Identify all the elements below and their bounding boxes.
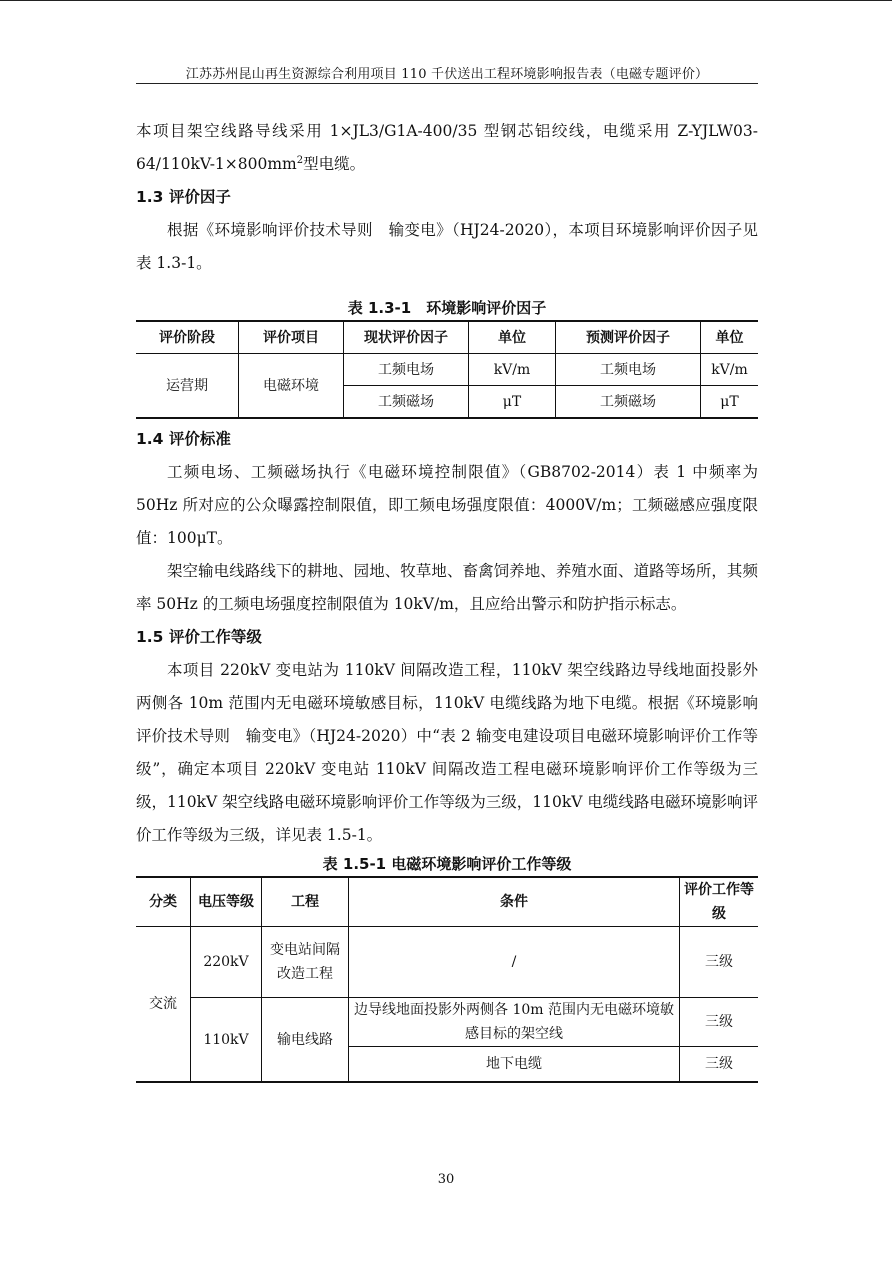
intro-tail: 型电缆。 (303, 155, 366, 173)
unit-cell: μT (701, 386, 759, 419)
section-1-3-heading: 1.3 评价因子 (136, 188, 231, 206)
section-1-5-paragraph: 本项目 220kV 变电站为 110kV 间隔改造工程，110kV 架空线路边导线地面投影外两侧各 10m 范围内无电磁环境敏感目标，110kV 电缆线路为地下电缆。根据《环境影响评价技术导则 输变电》（HJ24-2020）中“表 2 输变电建设项目电磁环境影响评价工作等级”，确定本项目 220kV 变电站 110kV 间隔改造工程电磁环境影响评价工作等级为三级，110kV 架空线路电磁环境影响评价工作等级为三级，110kV 电缆线路电磁环境影响评价工作等级为三级，详见表 1.5-1。 (136, 661, 758, 844)
stage-cell: 运营期 (136, 354, 239, 419)
condition-cell: / (349, 927, 680, 998)
current-factor-cell: 工频电场 (344, 354, 469, 386)
header-level: 评价工作等级 (680, 877, 759, 927)
project-cell: 输电线路 (262, 998, 349, 1083)
table-row (136, 998, 758, 1047)
header-predicted-factor: 预测评价因子 (556, 321, 701, 354)
table-1-5-1-caption: 表 1.5-1 电磁环境影响评价工作等级 (322, 855, 572, 873)
header-unit: 单位 (469, 321, 556, 354)
header-unit-2: 单位 (701, 321, 759, 354)
item-cell: 电磁环境 (239, 354, 344, 419)
unit-cell: μT (469, 386, 556, 419)
header-current-factor: 现状评价因子 (344, 321, 469, 354)
section-1-4-paragraph-2: 架空输电线路线下的耕地、园地、牧草地、畜禽饲养地、养殖水面、道路等场所，其频率 50Hz 的工频电场强度控制限值为 10kV/m，且应给出警示和防护指示标志。 (136, 562, 758, 613)
table-1-5-1 (136, 876, 758, 1083)
page-number: 30 (437, 1172, 455, 1187)
header-voltage: 电压等级 (191, 877, 262, 927)
category-cell: 交流 (136, 927, 191, 1083)
level-cell: 三级 (680, 927, 759, 998)
header-rule (136, 83, 758, 84)
table-row (136, 927, 758, 998)
project-cell: 变电站间隔改造工程 (262, 927, 349, 998)
unit-cell: kV/m (469, 354, 556, 386)
table-header-row (136, 877, 758, 927)
level-cell: 三级 (680, 1047, 759, 1083)
header-item: 评价项目 (239, 321, 344, 354)
header-project: 工程 (262, 877, 349, 927)
condition-cell: 地下电缆 (349, 1047, 680, 1083)
intro-text: 本项目架空线路导线采用 1×JL3/G1A-400/35 型钢芯铝绞线，电缆采用 Z-YJLW03-64/110kV-1×800mm (136, 122, 758, 173)
condition-cell: 边导线地面投影外两侧各 10m 范围内无电磁环境敏感目标的架空线 (349, 998, 680, 1047)
header-condition: 条件 (349, 877, 680, 927)
voltage-cell: 110kV (191, 998, 262, 1083)
predicted-factor-cell: 工频磁场 (556, 386, 701, 419)
section-1-4-heading: 1.4 评价标准 (136, 430, 231, 448)
voltage-cell: 220kV (191, 927, 262, 998)
unit-cell: kV/m (701, 354, 759, 386)
header-stage: 评价阶段 (136, 321, 239, 354)
predicted-factor-cell: 工频电场 (556, 354, 701, 386)
page-body (136, 115, 758, 1083)
table-1-3-1 (136, 320, 758, 419)
level-cell: 三级 (680, 998, 759, 1047)
running-header: 江苏苏州昆山再生资源综合利用项目 110 千伏送出工程环境影响报告表（电磁专题评价） (185, 67, 709, 82)
intro-superscript: 2 (296, 154, 304, 166)
section-1-5-heading: 1.5 评价工作等级 (136, 628, 262, 646)
intro-paragraph (136, 115, 758, 181)
section-1-4-paragraph-1: 工频电场、工频磁场执行《电磁环境控制限值》（GB8702-2014）表 1 中频率为 50Hz 所对应的公众曝露控制限值，即工频电场强度限值：4000V/m；工频磁感应强度限值：100μT。 (136, 463, 758, 547)
table-row (136, 354, 758, 386)
table-1-3-1-caption: 表 1.3-1 环境影响评价因子 (347, 299, 547, 317)
current-factor-cell: 工频磁场 (344, 386, 469, 419)
section-1-3-paragraph: 根据《环境影响评价技术导则 输变电》（HJ24-2020），本项目环境影响评价因子见表 1.3-1。 (136, 221, 758, 272)
header-category: 分类 (136, 877, 191, 927)
page-top-border (0, 0, 892, 1)
table-header-row (136, 321, 758, 354)
